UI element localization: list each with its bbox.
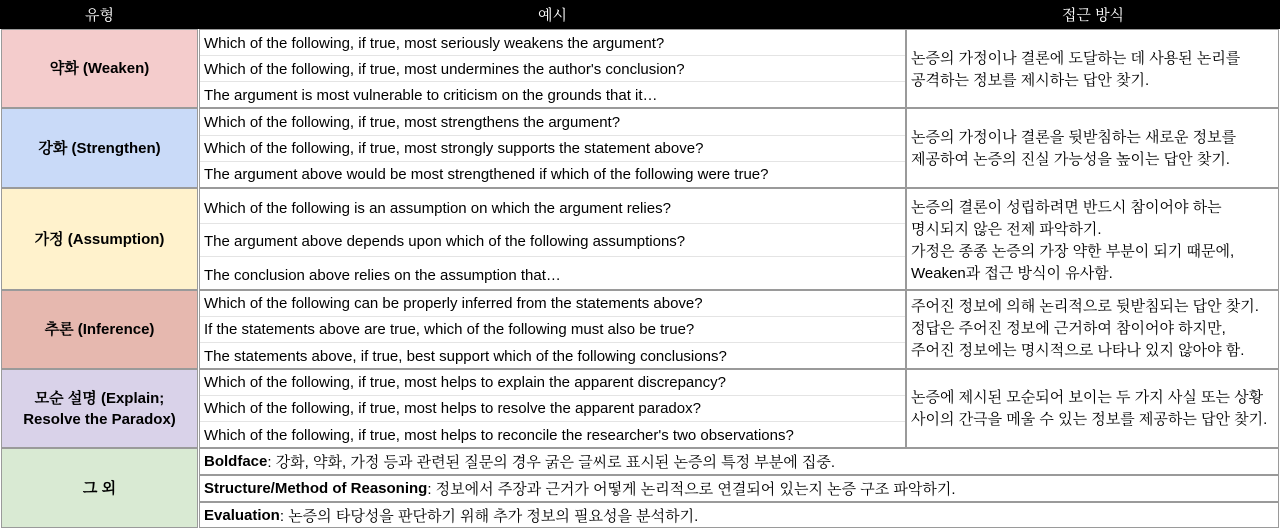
- row-divider: [200, 223, 905, 224]
- example-text: Which of the following, if true, most helps to reconcile the researcher's two observations?: [204, 427, 794, 444]
- type-weaken: [1, 29, 198, 108]
- other-desc: : 정보에서 주장과 근거가 어떻게 논리적으로 연결되어 있는지 논증 구조 파악하기.: [427, 481, 956, 498]
- example-text: The conclusion above relies on the assumption that…: [204, 267, 561, 284]
- type-label: 그 외: [82, 479, 117, 497]
- row-divider: [200, 135, 905, 136]
- examples-strengthen: [199, 108, 906, 188]
- type-label: 약화 (Weaken): [49, 60, 150, 77]
- approach-text: 논증의 가정이나 결론에 도달하는 데 사용된 논리를 공격하는 정보를 제시하는 답안 찾기.: [911, 50, 1241, 89]
- type-other: [1, 448, 198, 528]
- approach-text: 논증에 제시된 모순되어 보이는 두 가지 사실 또는 상황 사이의 간극을 메울 수 있는 정보를 제공하는 답안 찾기.: [911, 389, 1268, 428]
- header-type: 유형: [0, 0, 199, 29]
- example-text: Which of the following, if true, most helps to resolve the apparent paradox?: [204, 400, 701, 417]
- type-label: 가정 (Assumption): [34, 230, 165, 248]
- approach-inference: [906, 290, 1279, 369]
- example-text: Which of the following, if true, most helps to explain the apparent discrepancy?: [204, 374, 726, 391]
- example-text: Which of the following can be properly inferred from the statements above?: [204, 295, 703, 312]
- other-desc: : 논증의 타당성을 판단하기 위해 추가 정보의 필요성을 분석하기.: [279, 507, 699, 525]
- example-text: Which of the following, if true, most seriously weakens the argument?: [204, 35, 665, 52]
- example-text: Which of the following, if true, most undermines the author's conclusion?: [204, 61, 685, 78]
- row-divider: [200, 342, 905, 343]
- type-inference: [1, 290, 198, 369]
- row-divider: [200, 256, 905, 257]
- other-term: Evaluation: [204, 506, 280, 524]
- row-divider: [200, 81, 905, 82]
- example-text: Which of the following, if true, most strengthens the argument?: [204, 114, 621, 131]
- other-item-boldface: [199, 448, 1279, 475]
- examples-weaken: [199, 29, 906, 108]
- approach-weaken: [906, 29, 1279, 108]
- other-desc: : 강화, 약화, 가정 등과 관련된 질문의 경우 굵은 글씨로 표시된 논증의 특정 부분에 집중.: [267, 454, 836, 471]
- example-text: The argument is most vulnerable to criticism on the grounds that it…: [204, 87, 658, 104]
- examples-explain: [199, 369, 906, 448]
- row-divider: [200, 316, 905, 317]
- other-item-evaluation: [199, 502, 1279, 528]
- row-divider: [200, 421, 905, 422]
- header-approach: 접근 방식: [906, 0, 1280, 29]
- examples-assumption: [199, 188, 906, 290]
- example-text: The argument above would be most strengthened if which of the following were true?: [204, 166, 769, 183]
- example-text: The statements above, if true, best support which of the following conclusions?: [204, 348, 727, 365]
- type-explain: [1, 369, 198, 448]
- row-divider: [200, 161, 905, 162]
- example-text: If the statements above are true, which of the following must also be true?: [204, 321, 695, 338]
- examples-inference: [199, 290, 906, 369]
- example-text: The argument above depends upon which of the following assumptions?: [204, 233, 686, 250]
- approach-assumption: [906, 188, 1279, 290]
- other-term: Boldface: [204, 453, 268, 470]
- type-strengthen: [1, 108, 198, 188]
- row-divider: [200, 55, 905, 56]
- header-examples: 예시: [199, 0, 906, 29]
- other-term: Structure/Method of Reasoning: [204, 480, 428, 497]
- type-label-line1: 모순 설명 (Explain;: [34, 389, 165, 407]
- row-divider: [200, 395, 905, 396]
- type-label: 강화 (Strengthen): [38, 139, 161, 157]
- type-label: 추론 (Inference): [44, 321, 155, 338]
- example-text: Which of the following is an assumption on which the argument relies?: [204, 200, 671, 217]
- approach-explain: [906, 369, 1279, 448]
- type-assumption: [1, 188, 198, 290]
- approach-text: 논증의 결론이 성립하려면 반드시 참이어야 하는 명시되지 않은 전제 파악하기. 가정은 종종 논증의 가장 약한 부분이 되기 때문에, Weaken과 접근 방식이 유사함.: [911, 199, 1235, 282]
- approach-text: 주어진 정보에 의해 논리적으로 뒷받침되는 답안 찾기. 정답은 주어진 정보에 근거하여 참이어야 하지만, 주어진 정보에는 명시적으로 나타나 있지 않아야 함.: [911, 298, 1259, 359]
- approach-text: 논증의 가정이나 결론을 뒷받침하는 새로운 정보를 제공하여 논증의 진실 가능성을 높이는 답안 찾기.: [911, 129, 1237, 168]
- approach-strengthen: [906, 108, 1279, 188]
- type-label-line2: Resolve the Paradox): [23, 410, 176, 428]
- example-text: Which of the following, if true, most strongly supports the statement above?: [204, 140, 704, 157]
- other-item-structure: [199, 475, 1279, 502]
